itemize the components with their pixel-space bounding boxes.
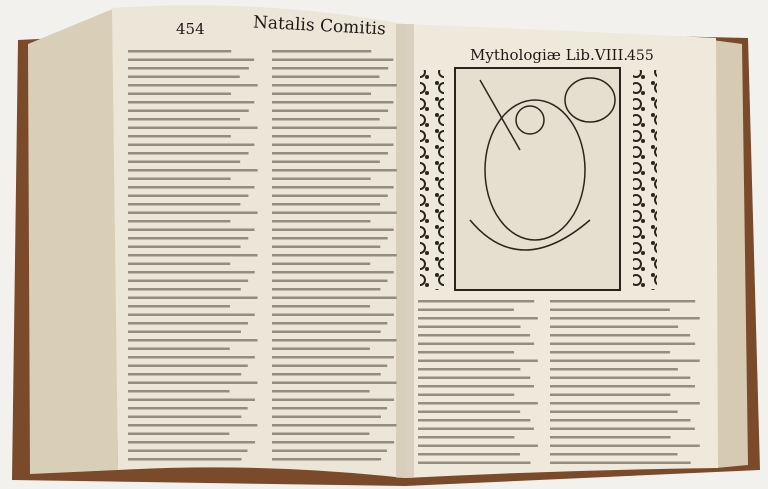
text-line bbox=[128, 127, 258, 130]
text-line bbox=[272, 67, 388, 70]
text-line bbox=[272, 76, 379, 79]
text-line bbox=[272, 458, 381, 461]
text-line bbox=[272, 348, 370, 351]
text-line bbox=[418, 436, 514, 439]
text-line bbox=[418, 453, 520, 456]
text-line bbox=[272, 288, 380, 291]
text-line bbox=[418, 462, 531, 465]
text-line bbox=[272, 203, 380, 206]
text-line bbox=[272, 220, 370, 223]
text-line bbox=[128, 67, 249, 70]
text-line bbox=[418, 309, 514, 312]
text-line bbox=[272, 433, 369, 436]
text-line bbox=[272, 373, 381, 376]
text-line bbox=[128, 424, 257, 427]
text-line bbox=[550, 377, 690, 380]
text-line bbox=[128, 322, 248, 325]
text-line bbox=[418, 428, 534, 431]
right-page-number: 455 bbox=[627, 48, 654, 64]
text-line bbox=[128, 246, 241, 249]
text-line bbox=[418, 402, 538, 405]
text-line bbox=[128, 365, 248, 368]
text-line bbox=[550, 309, 670, 312]
text-line bbox=[128, 229, 255, 232]
text-line bbox=[128, 84, 258, 87]
text-line bbox=[272, 356, 394, 359]
left-running-head: Natalis Comitis bbox=[252, 12, 387, 40]
text-line bbox=[550, 445, 700, 448]
text-line bbox=[128, 169, 258, 172]
text-line bbox=[128, 288, 241, 291]
left-page-edges bbox=[28, 8, 118, 474]
text-line bbox=[128, 59, 254, 62]
text-line bbox=[128, 76, 240, 79]
text-line bbox=[272, 101, 393, 104]
text-line bbox=[550, 343, 695, 346]
text-line bbox=[418, 300, 534, 303]
text-line bbox=[418, 419, 530, 422]
text-line bbox=[128, 407, 248, 410]
text-line bbox=[272, 339, 396, 342]
text-line bbox=[272, 178, 371, 181]
text-line bbox=[128, 152, 249, 155]
text-line bbox=[272, 161, 380, 164]
text-line bbox=[128, 237, 248, 240]
text-line bbox=[128, 161, 240, 164]
text-line bbox=[550, 394, 670, 397]
text-line bbox=[128, 458, 242, 461]
text-line bbox=[128, 50, 231, 53]
text-line bbox=[272, 271, 394, 274]
text-line bbox=[128, 110, 249, 113]
text-line bbox=[272, 322, 387, 325]
gutter-shadow bbox=[396, 24, 414, 478]
text-line bbox=[550, 334, 690, 337]
text-line bbox=[128, 399, 255, 402]
text-line bbox=[272, 263, 370, 266]
text-line bbox=[418, 360, 538, 363]
text-line bbox=[128, 441, 255, 444]
text-line bbox=[128, 314, 255, 317]
text-line bbox=[550, 360, 700, 363]
right-running-head: Mythologiæ Lib.VIII. bbox=[470, 46, 629, 64]
text-line bbox=[418, 343, 534, 346]
text-line bbox=[272, 450, 387, 453]
text-line bbox=[418, 445, 538, 448]
text-line bbox=[128, 305, 230, 308]
text-line bbox=[272, 424, 396, 427]
text-line bbox=[550, 368, 678, 371]
text-line bbox=[272, 305, 370, 308]
text-line bbox=[272, 229, 394, 232]
text-line bbox=[128, 101, 254, 104]
text-line bbox=[272, 365, 387, 368]
text-line bbox=[272, 110, 388, 113]
ornament-border-right bbox=[633, 70, 657, 290]
text-line bbox=[550, 428, 695, 431]
text-line bbox=[550, 326, 678, 329]
text-line bbox=[272, 246, 380, 249]
text-line bbox=[272, 399, 394, 402]
text-line bbox=[272, 195, 388, 198]
text-line bbox=[418, 394, 514, 397]
text-line bbox=[418, 351, 514, 354]
text-line bbox=[272, 50, 371, 53]
text-line bbox=[128, 331, 241, 334]
text-line bbox=[272, 297, 397, 300]
text-line bbox=[128, 271, 255, 274]
text-line bbox=[272, 254, 397, 257]
text-line bbox=[272, 84, 397, 87]
text-line bbox=[272, 93, 371, 96]
text-line bbox=[272, 186, 394, 189]
text-line bbox=[128, 118, 240, 121]
text-line bbox=[272, 118, 380, 121]
text-line bbox=[128, 254, 258, 257]
text-line bbox=[128, 135, 231, 138]
text-line bbox=[128, 382, 257, 385]
text-line bbox=[128, 339, 257, 342]
text-line bbox=[550, 317, 700, 320]
text-line bbox=[128, 280, 248, 283]
text-line bbox=[550, 300, 695, 303]
text-line bbox=[128, 373, 241, 376]
text-line bbox=[272, 144, 394, 147]
text-line bbox=[128, 297, 258, 300]
text-line bbox=[272, 382, 396, 385]
text-line bbox=[128, 178, 231, 181]
text-line bbox=[272, 212, 397, 215]
text-line bbox=[418, 317, 538, 320]
text-line bbox=[272, 280, 387, 283]
left-page-number: 454 bbox=[176, 20, 205, 38]
text-line bbox=[128, 356, 255, 359]
text-line bbox=[550, 436, 671, 439]
text-line bbox=[272, 390, 370, 393]
text-line bbox=[128, 263, 230, 266]
text-line bbox=[128, 450, 247, 453]
text-line bbox=[550, 419, 690, 422]
text-line bbox=[128, 220, 230, 223]
text-line bbox=[550, 402, 700, 405]
text-line bbox=[550, 411, 678, 414]
text-line bbox=[272, 237, 388, 240]
text-line bbox=[128, 416, 241, 419]
text-line bbox=[272, 59, 393, 62]
text-line bbox=[550, 351, 670, 354]
text-line bbox=[272, 169, 397, 172]
text-line bbox=[272, 416, 381, 419]
text-line bbox=[128, 433, 229, 436]
text-line bbox=[272, 127, 397, 130]
text-line bbox=[272, 407, 387, 410]
text-line bbox=[418, 368, 520, 371]
text-line bbox=[272, 135, 371, 138]
text-line bbox=[128, 348, 230, 351]
text-line bbox=[128, 144, 254, 147]
text-line bbox=[128, 195, 248, 198]
text-line bbox=[128, 93, 231, 96]
text-line bbox=[128, 390, 230, 393]
text-line bbox=[550, 385, 695, 388]
text-line bbox=[272, 152, 388, 155]
text-line bbox=[272, 441, 394, 444]
text-line bbox=[128, 212, 258, 215]
text-line bbox=[418, 326, 520, 329]
text-line bbox=[272, 331, 381, 334]
text-line bbox=[418, 385, 534, 388]
text-line bbox=[418, 377, 530, 380]
text-line bbox=[272, 314, 394, 317]
text-line bbox=[550, 453, 677, 456]
text-line bbox=[128, 186, 254, 189]
text-line bbox=[418, 411, 520, 414]
woodcut-illustration bbox=[455, 68, 620, 290]
ornament-border-left bbox=[420, 70, 444, 290]
text-line bbox=[418, 334, 530, 337]
text-line bbox=[550, 462, 691, 465]
text-line bbox=[128, 203, 240, 206]
